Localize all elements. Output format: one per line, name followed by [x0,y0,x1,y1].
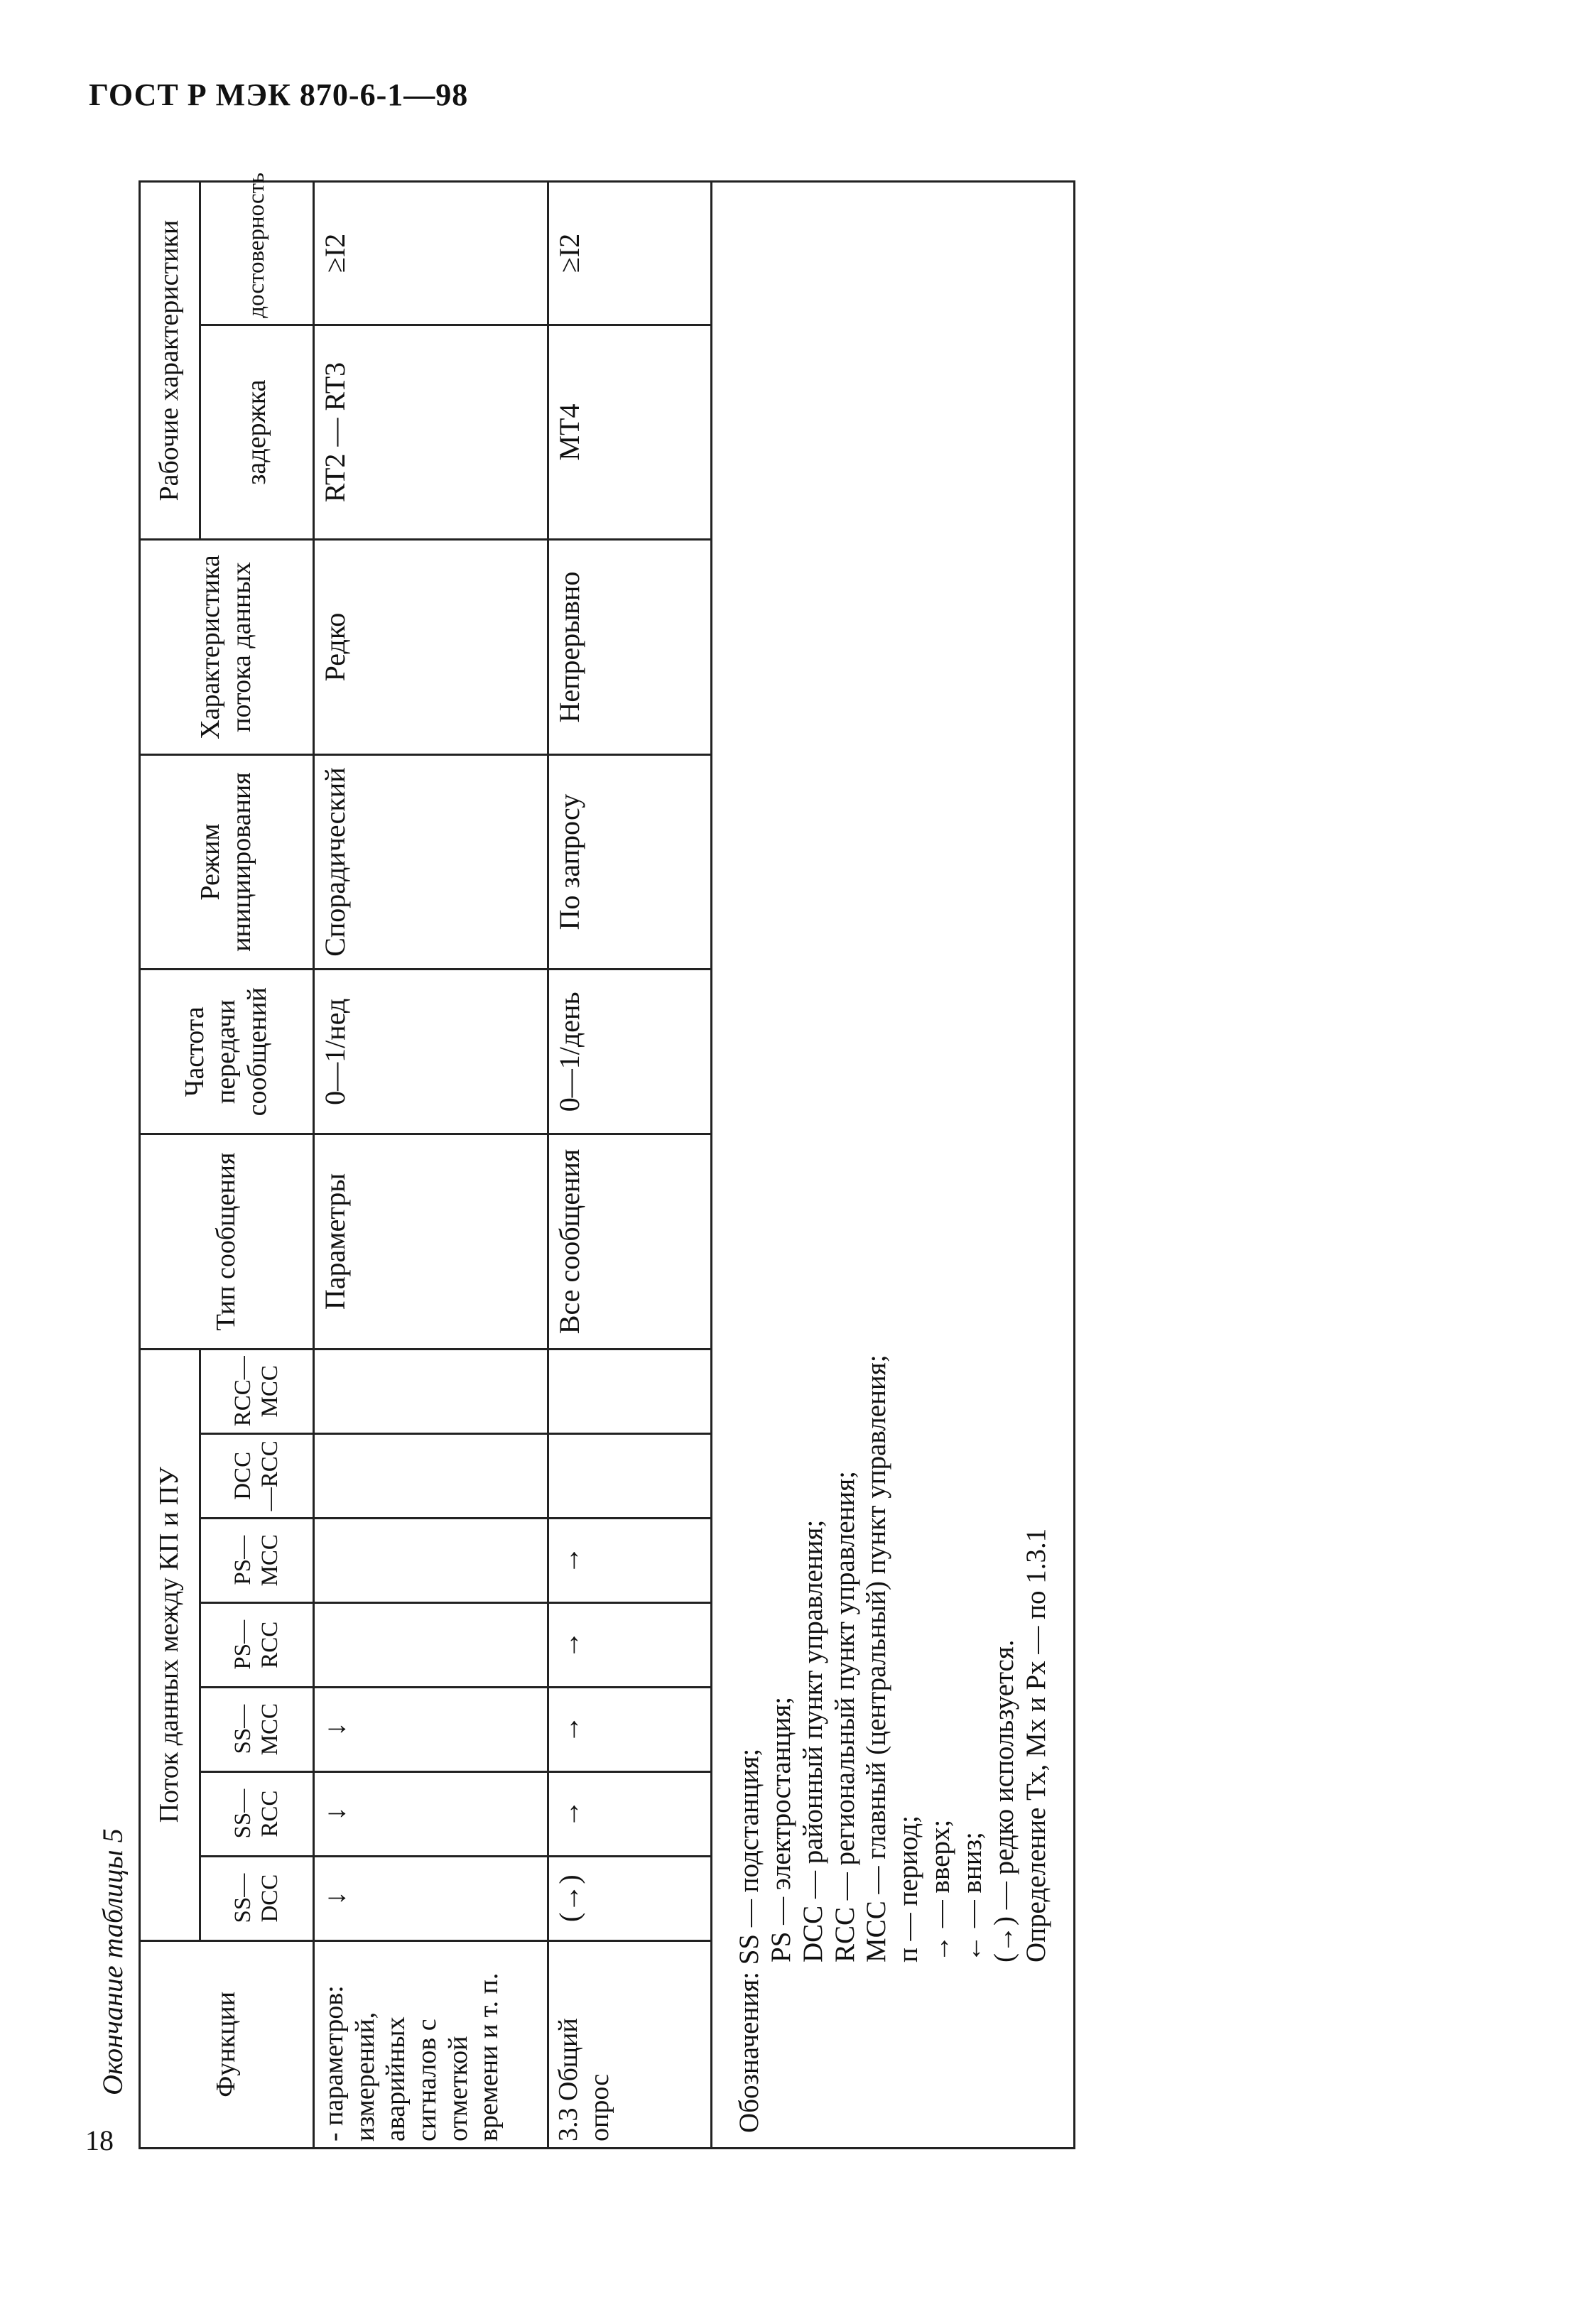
legend-line: ← — вниз; [956,1832,987,1962]
table-row [314,182,548,2149]
header-functions: Функции [140,1940,314,2148]
cell-flow [314,1602,548,1687]
header-flow-col: PS—MCC [200,1518,314,1602]
table-caption: Окончание таблицы 5 [97,1828,129,2095]
header-msg-type: Тип сообщения [140,1134,314,1350]
page-number: 18 [85,2124,114,2156]
cell-delay: MT4 [548,325,712,540]
rotated-table-container [139,172,1051,2149]
header-flow-col: PS—RCC [200,1602,314,1687]
cell-freq: 0—1/нед [314,970,548,1134]
cell-flow: ↓ [314,1687,548,1771]
legend-cell [712,182,1075,2149]
legend-line: Определение Тх, Мх и Рх — по 1.3.1 [1020,1528,1051,1962]
legend-line: DCC — районный пункт управления; [797,1519,828,1962]
header-reliability: достоверность [200,182,314,325]
cell-reliability: ≥I2 [548,182,712,325]
header-flow-col: DCC—RCC [200,1433,314,1518]
cell-flow: (→) [548,1856,712,1940]
cell-flow: → [548,1687,712,1771]
header-delay: задержка [200,325,314,540]
header-flow-col: SS—RCC [200,1771,314,1856]
header-flow-col: RCC—MCC [200,1349,314,1433]
cell-freq: 0—1/день [548,970,712,1134]
cell-msg-type: Параметры [314,1134,548,1350]
header-flow-group: Поток данных между КП и ПУ [140,1349,200,1940]
document-header: ГОСТ Р МЭК 870-6-1—98 [89,77,469,112]
header-freq: Частота передачи сообщений [140,970,314,1134]
header-perf-group: Рабочие характеристики [140,182,200,540]
header-flow-char: Характеристика потока данных [140,540,314,755]
cell-flow: → [548,1602,712,1687]
legend-line: (→) — редко используется. [988,1639,1019,1962]
legend-line: PS — электростанция; [765,1696,796,1962]
cell-flow-char: Редко [314,540,548,755]
cell-flow [548,1433,712,1518]
cell-msg-type: Все сообщения [548,1134,712,1350]
cell-delay: RT2 — RT3 [314,325,548,540]
cell-mode: По запросу [548,754,712,970]
cell-flow: ↓ [314,1856,548,1940]
cell-flow [548,1349,712,1433]
cell-flow [314,1349,548,1433]
legend-line: RCC — региональный пункт управления; [829,1470,860,1962]
cell-flow: ↓ [314,1771,548,1856]
header-flow-col: SS—DCC [200,1856,314,1940]
legend-line: п — период; [893,1815,924,1962]
cell-function: 3.3 Общий опрос [548,1940,712,2148]
legend-title: Обозначения: SS — подстанция; [734,1748,764,2133]
cell-reliability: ≥I2 [314,182,548,325]
cell-mode: Спорадический [314,754,548,970]
cell-flow: → [548,1518,712,1602]
header-row-1 [140,182,200,2149]
header-mode: Режим инициирования [140,754,314,970]
data-table [139,172,1075,2149]
cell-function: - параметров: измерений, аварийных сигналов с отметкой времени и т. п. [314,1940,548,2148]
cell-flow-char: Непрерывно [548,540,712,755]
legend-row [712,182,1075,2149]
legend-line: MCC — главный (центральный) пункт управления; [861,1354,892,1962]
legend-line: → — вверх; [925,1819,956,1962]
table-row [548,182,712,2149]
cell-flow: → [548,1771,712,1856]
header-flow-col: SS—MCC [200,1687,314,1771]
cell-flow [314,1518,548,1602]
cell-flow [314,1433,548,1518]
